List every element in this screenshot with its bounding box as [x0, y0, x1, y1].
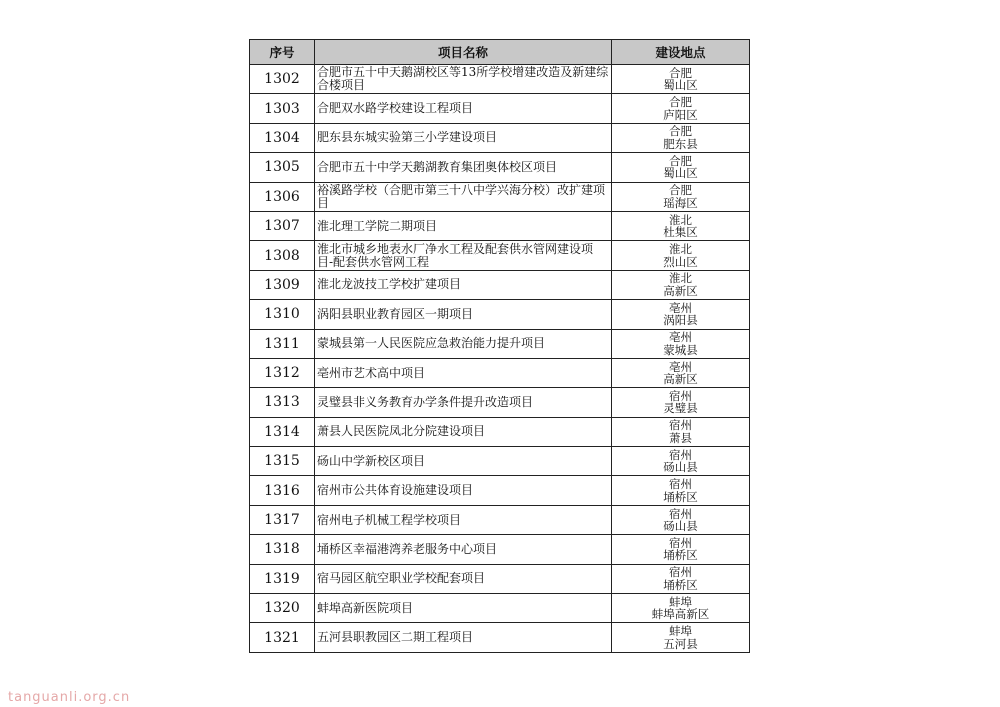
project-location: [612, 447, 750, 476]
project-name: 淮北市城乡地表水厂净水工程及配套供水管网建设项目-配套供水管网工程: [315, 241, 612, 270]
row-number: 1317: [250, 505, 315, 534]
table-row: [250, 211, 750, 240]
table-row: [250, 623, 750, 652]
header-no: 序号: [250, 40, 315, 65]
location-district: 杜集区: [663, 225, 698, 240]
location-district: 灵璧县: [663, 401, 698, 416]
location-city: 宿州: [669, 477, 692, 492]
project-name: 亳州市艺术高中项目: [315, 358, 612, 387]
row-number: 1309: [250, 270, 315, 299]
location-city: 亳州: [669, 330, 692, 345]
location-district: 埇桥区: [663, 548, 698, 563]
project-location: [612, 211, 750, 240]
location-district: 砀山县: [663, 460, 698, 475]
location-city: 合肥: [669, 124, 692, 139]
project-name: 合肥市五十中天鹅湖校区等13所学校增建改造及新建综合楼项目: [315, 65, 612, 94]
table-row: [250, 388, 750, 417]
location-city: 宿州: [669, 418, 692, 433]
project-name: 淮北龙波技工学校扩建项目: [315, 270, 612, 299]
project-name: 肥东县东城实验第三小学建设项目: [315, 123, 612, 152]
row-number: 1307: [250, 211, 315, 240]
location-city: 淮北: [669, 271, 692, 286]
table-row: [250, 270, 750, 299]
location-district: 蜀山区: [663, 78, 698, 93]
row-number: 1306: [250, 182, 315, 211]
location-city: 宿州: [669, 506, 692, 521]
row-number: 1320: [250, 594, 315, 623]
location-district: 涡阳县: [663, 313, 698, 328]
row-number: 1312: [250, 358, 315, 387]
project-location: [612, 476, 750, 505]
table-body: [250, 65, 750, 653]
project-location: [612, 417, 750, 446]
project-name: 合肥双水路学校建设工程项目: [315, 94, 612, 123]
table-row: [250, 123, 750, 152]
location-city: 宿州: [669, 535, 692, 550]
location-city: 亳州: [669, 359, 692, 374]
project-name: 砀山中学新校区项目: [315, 447, 612, 476]
project-location: [612, 388, 750, 417]
project-location: [612, 123, 750, 152]
location-city: 淮北: [669, 242, 692, 257]
location-city: 蚌埠: [669, 624, 692, 639]
row-number: 1304: [250, 123, 315, 152]
project-name: 涡阳县职业教育园区一期项目: [315, 300, 612, 329]
location-city: 合肥: [669, 183, 692, 198]
table-row: [250, 447, 750, 476]
project-name: 蒙城县第一人民医院应急救治能力提升项目: [315, 329, 612, 358]
row-number: 1315: [250, 447, 315, 476]
project-table-wrapper: [249, 39, 749, 653]
location-city: 蚌埠: [669, 594, 692, 609]
project-name: 合肥市五十中学天鹅湖教育集团奥体校区项目: [315, 153, 612, 182]
location-district: 蜀山区: [663, 166, 698, 181]
row-number: 1316: [250, 476, 315, 505]
location-city: 亳州: [669, 300, 692, 315]
location-district: 高新区: [663, 372, 698, 387]
location-district: 蚌埠高新区: [651, 607, 710, 622]
table-row: [250, 65, 750, 94]
project-table: [249, 39, 750, 653]
project-location: [612, 623, 750, 652]
project-name: 灵璧县非义务教育办学条件提升改造项目: [315, 388, 612, 417]
location-district: 萧县: [669, 430, 692, 445]
project-location: [612, 65, 750, 94]
location-district: 五河县: [663, 636, 698, 651]
table-row: [250, 182, 750, 211]
table-row: [250, 476, 750, 505]
location-city: 淮北: [669, 212, 692, 227]
location-city: 宿州: [669, 565, 692, 580]
location-city: 合肥: [669, 65, 692, 80]
location-district: 蒙城县: [663, 342, 698, 357]
location-district: 砀山县: [663, 519, 698, 534]
row-number: 1308: [250, 241, 315, 270]
table-header-row: [250, 40, 750, 65]
row-number: 1319: [250, 564, 315, 593]
location-district: 庐阳区: [663, 107, 698, 122]
row-number: 1302: [250, 65, 315, 94]
location-district: 肥东县: [663, 136, 698, 151]
location-district: 埇桥区: [663, 577, 698, 592]
row-number: 1310: [250, 300, 315, 329]
project-location: [612, 182, 750, 211]
row-number: 1305: [250, 153, 315, 182]
project-name: 宿马园区航空职业学校配套项目: [315, 564, 612, 593]
table-row: [250, 241, 750, 270]
table-row: [250, 358, 750, 387]
location-city: 合肥: [669, 95, 692, 110]
project-name: 宿州电子机械工程学校项目: [315, 505, 612, 534]
row-number: 1318: [250, 535, 315, 564]
project-location: [612, 153, 750, 182]
project-name: 埇桥区幸福港湾养老服务中心项目: [315, 535, 612, 564]
location-city: 合肥: [669, 153, 692, 168]
table-row: [250, 300, 750, 329]
project-location: [612, 535, 750, 564]
table-row: [250, 417, 750, 446]
header-name: 项目名称: [315, 40, 612, 65]
project-name: 五河县职教园区二期工程项目: [315, 623, 612, 652]
table-row: [250, 535, 750, 564]
project-location: [612, 358, 750, 387]
project-location: [612, 594, 750, 623]
project-name: 裕溪路学校（合肥市第三十八中学兴海分校）改扩建项目: [315, 182, 612, 211]
project-name: 蚌埠高新医院项目: [315, 594, 612, 623]
location-district: 高新区: [663, 283, 698, 298]
row-number: 1314: [250, 417, 315, 446]
project-location: [612, 300, 750, 329]
location-district: 瑶海区: [663, 195, 698, 210]
table-row: [250, 153, 750, 182]
row-number: 1313: [250, 388, 315, 417]
project-location: [612, 241, 750, 270]
table-row: [250, 329, 750, 358]
project-location: [612, 94, 750, 123]
project-location: [612, 564, 750, 593]
location-city: 宿州: [669, 447, 692, 462]
row-number: 1321: [250, 623, 315, 652]
row-number: 1303: [250, 94, 315, 123]
project-location: [612, 270, 750, 299]
header-location: 建设地点: [612, 40, 750, 65]
watermark-text: tanguanli.org.cn: [8, 690, 131, 705]
table-row: [250, 505, 750, 534]
location-city: 宿州: [669, 388, 692, 403]
location-district: 烈山区: [663, 254, 698, 269]
project-location: [612, 505, 750, 534]
project-location: [612, 329, 750, 358]
table-row: [250, 94, 750, 123]
project-name: 宿州市公共体育设施建设项目: [315, 476, 612, 505]
project-name: 萧县人民医院凤北分院建设项目: [315, 417, 612, 446]
project-name: 淮北理工学院二期项目: [315, 211, 612, 240]
table-row: [250, 564, 750, 593]
table-row: [250, 594, 750, 623]
row-number: 1311: [250, 329, 315, 358]
location-district: 埇桥区: [663, 489, 698, 504]
